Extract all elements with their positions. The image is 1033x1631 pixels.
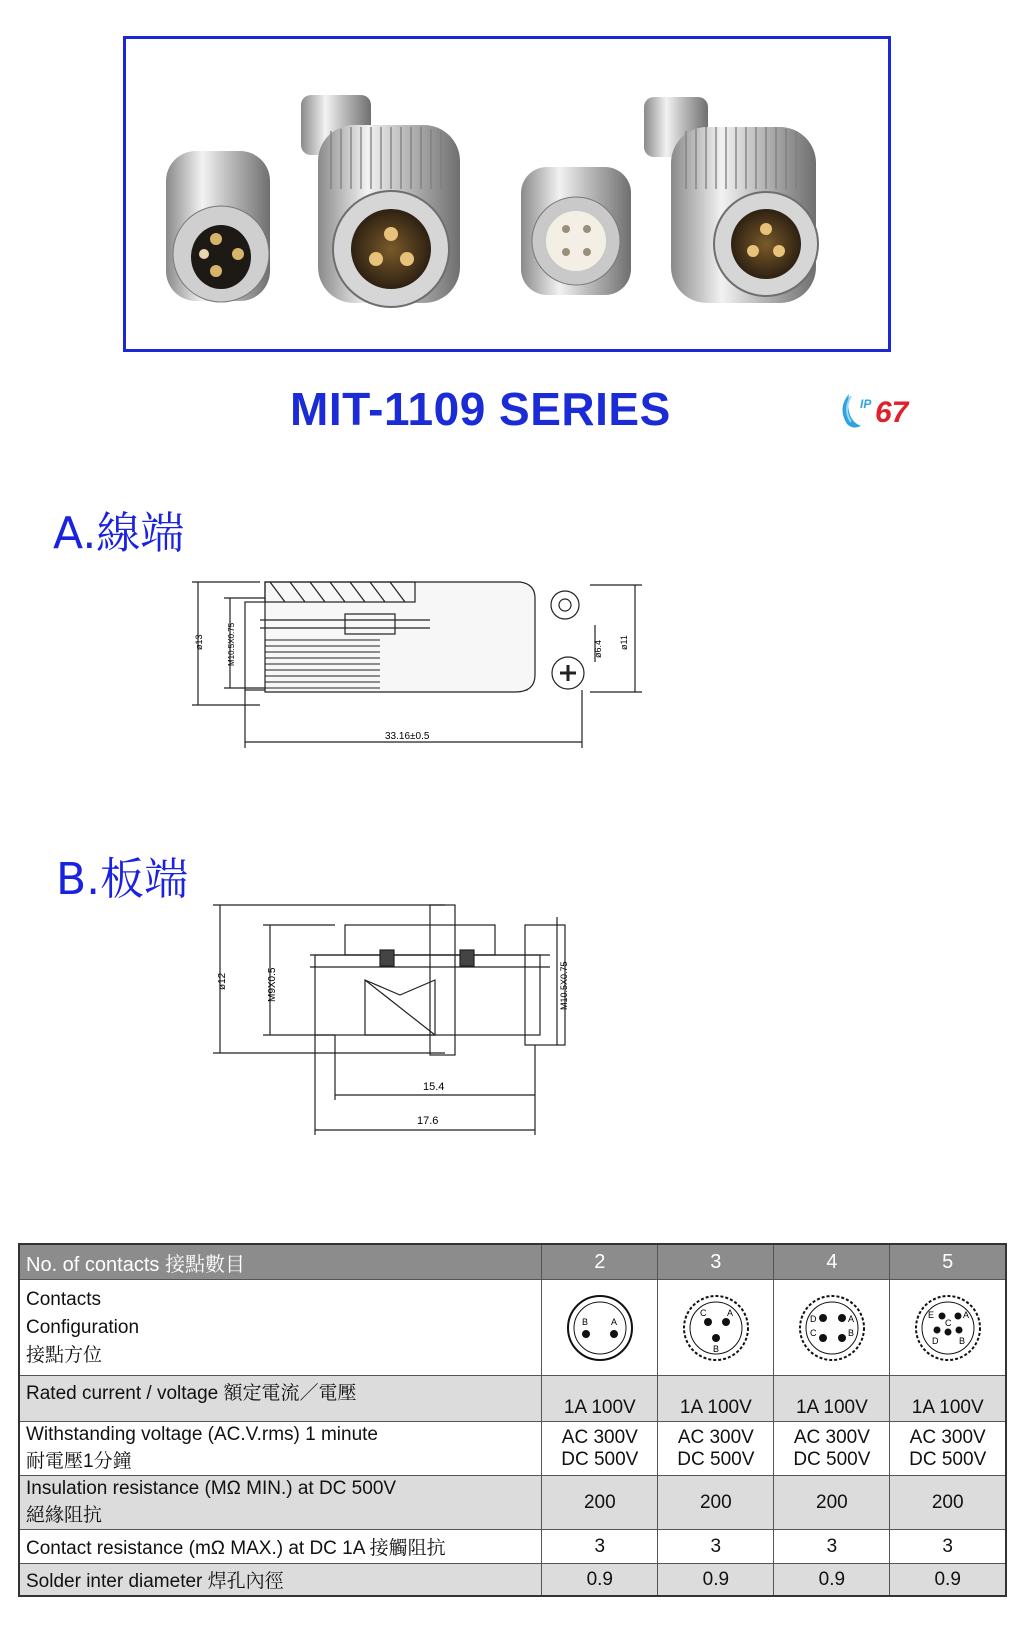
section-a-title: A.線端 [53, 508, 185, 559]
withstanding-3 [658, 1422, 774, 1476]
contact-resistance-2: 3 [542, 1530, 658, 1564]
header-col-5: 5 [890, 1244, 1006, 1280]
table-row-insulation [19, 1476, 1006, 1530]
table-row-config [19, 1280, 1006, 1376]
insulation-4: 200 [774, 1476, 890, 1530]
product-photo-frame [123, 36, 891, 352]
spec-table [18, 1243, 1007, 1597]
pin-label-c: C [944, 1317, 952, 1328]
rated-2: 1A 100V [542, 1376, 658, 1422]
contact-resistance-5: 3 [890, 1530, 1006, 1564]
dim-dia-11: ø11 [619, 635, 629, 650]
rated-label: Rated current / voltage 額定電流／電壓 [19, 1376, 542, 1422]
table-header-row [19, 1244, 1006, 1280]
product-photo [126, 39, 888, 349]
rated-4: 1A 100V [774, 1376, 890, 1422]
pin-label-a: A [847, 1313, 854, 1324]
header-col-2: 2 [542, 1244, 658, 1280]
dim-dia-6-4: ø6.4 [593, 639, 603, 658]
solder-2: 0.9 [542, 1564, 658, 1597]
pin-label-a: A [726, 1307, 733, 1318]
solder-4: 0.9 [774, 1564, 890, 1597]
withstanding-ac: AC 300V [909, 1426, 986, 1448]
insulation-label [19, 1476, 542, 1530]
insulation-3: 200 [658, 1476, 774, 1530]
connector-panel-female [521, 167, 631, 295]
connector-panel-male [166, 151, 270, 302]
config-label-line1: Contacts [26, 1288, 101, 1310]
dim-length-17-6: 17.6 [417, 1115, 439, 1127]
pin-label-e: E [927, 1309, 934, 1320]
withstanding-4 [774, 1422, 890, 1476]
insulation-5: 200 [890, 1476, 1006, 1530]
contact-resistance-4: 3 [774, 1530, 890, 1564]
header-label: No. of contacts 接點數目 [19, 1244, 542, 1280]
dim-length-15-4: 15.4 [423, 1081, 445, 1093]
withstanding-label-line2: 耐電壓1分鐘 [26, 1451, 132, 1472]
solder-3: 0.9 [658, 1564, 774, 1597]
connector-plug-male-2 [644, 97, 818, 303]
table-row-solder [19, 1564, 1006, 1597]
withstanding-label-line1: Withstanding voltage (AC.V.rms) 1 minute [26, 1424, 379, 1445]
series-title: MIT-1109 SERIES [290, 383, 671, 435]
pin-label-b: B [958, 1335, 965, 1346]
pin-label-b: B [847, 1327, 854, 1338]
rated-5: 1A 100V [890, 1376, 1006, 1422]
withstanding-dc: DC 500V [793, 1448, 871, 1470]
connector-plug-male [301, 95, 460, 307]
pin-label-a: A [962, 1309, 969, 1320]
pin-layout-4 [774, 1280, 890, 1376]
svg-text:67: 67 [875, 396, 909, 429]
insulation-2: 200 [542, 1476, 658, 1530]
dim-thread-m10: M10.5X0.75 [559, 961, 569, 1010]
table-row-contact-resistance [19, 1530, 1006, 1564]
dim-dia-12: ø12 [217, 972, 228, 990]
dim-length: 33.16±0.5 [385, 731, 430, 742]
withstanding-ac: AC 300V [793, 1426, 870, 1448]
config-label [19, 1280, 542, 1376]
withstanding-dc: DC 500V [909, 1448, 987, 1470]
withstanding-dc: DC 500V [677, 1448, 755, 1470]
pin-layout-5 [890, 1280, 1006, 1376]
ip67-logo [835, 386, 945, 436]
contact-resistance-label: Contact resistance (mΩ MAX.) at DC 1A 接觸阻抗 [19, 1530, 542, 1564]
withstanding-dc: DC 500V [561, 1448, 639, 1470]
withstanding-label [19, 1422, 542, 1476]
withstanding-2 [542, 1422, 658, 1476]
pin-label-b: B [581, 1316, 588, 1327]
drawing-panel-end [205, 895, 585, 1145]
pin-label-b: B [712, 1343, 719, 1354]
table-row-rated [19, 1376, 1006, 1422]
section-b-title: B.板端 [56, 854, 189, 905]
solder-5: 0.9 [890, 1564, 1006, 1597]
pin-label-a: A [610, 1316, 617, 1327]
config-label-line2: Configuration [26, 1316, 140, 1338]
dim-thread-m9: M9X0.5 [267, 967, 278, 1002]
rated-3: 1A 100V [658, 1376, 774, 1422]
pin-label-d: D [931, 1335, 939, 1346]
pin-layout-3 [658, 1280, 774, 1376]
pin-layout-2 [542, 1280, 658, 1376]
contact-resistance-3: 3 [658, 1530, 774, 1564]
dim-thread: M10.5X0.75 [227, 622, 236, 666]
withstanding-ac: AC 300V [677, 1426, 754, 1448]
solder-label: Solder inter diameter 焊孔內徑 [19, 1564, 542, 1597]
header-col-3: 3 [658, 1244, 774, 1280]
dim-dia-13: ø13 [194, 634, 204, 650]
header-col-4: 4 [774, 1244, 890, 1280]
table-row-withstanding [19, 1422, 1006, 1476]
pin-label-c: C [809, 1327, 817, 1338]
withstanding-5 [890, 1422, 1006, 1476]
withstanding-ac: AC 300V [561, 1426, 638, 1448]
drawing-cable-end [190, 570, 650, 760]
pin-label-d: D [809, 1313, 817, 1324]
insulation-label-line1: Insulation resistance (MΩ MIN.) at DC 500V [26, 1478, 397, 1499]
insulation-label-line2: 絕緣阻抗 [26, 1505, 103, 1526]
config-label-line3: 接點方位 [26, 1344, 103, 1366]
pin-label-c: C [699, 1307, 707, 1318]
svg-text:IP: IP [860, 397, 872, 411]
